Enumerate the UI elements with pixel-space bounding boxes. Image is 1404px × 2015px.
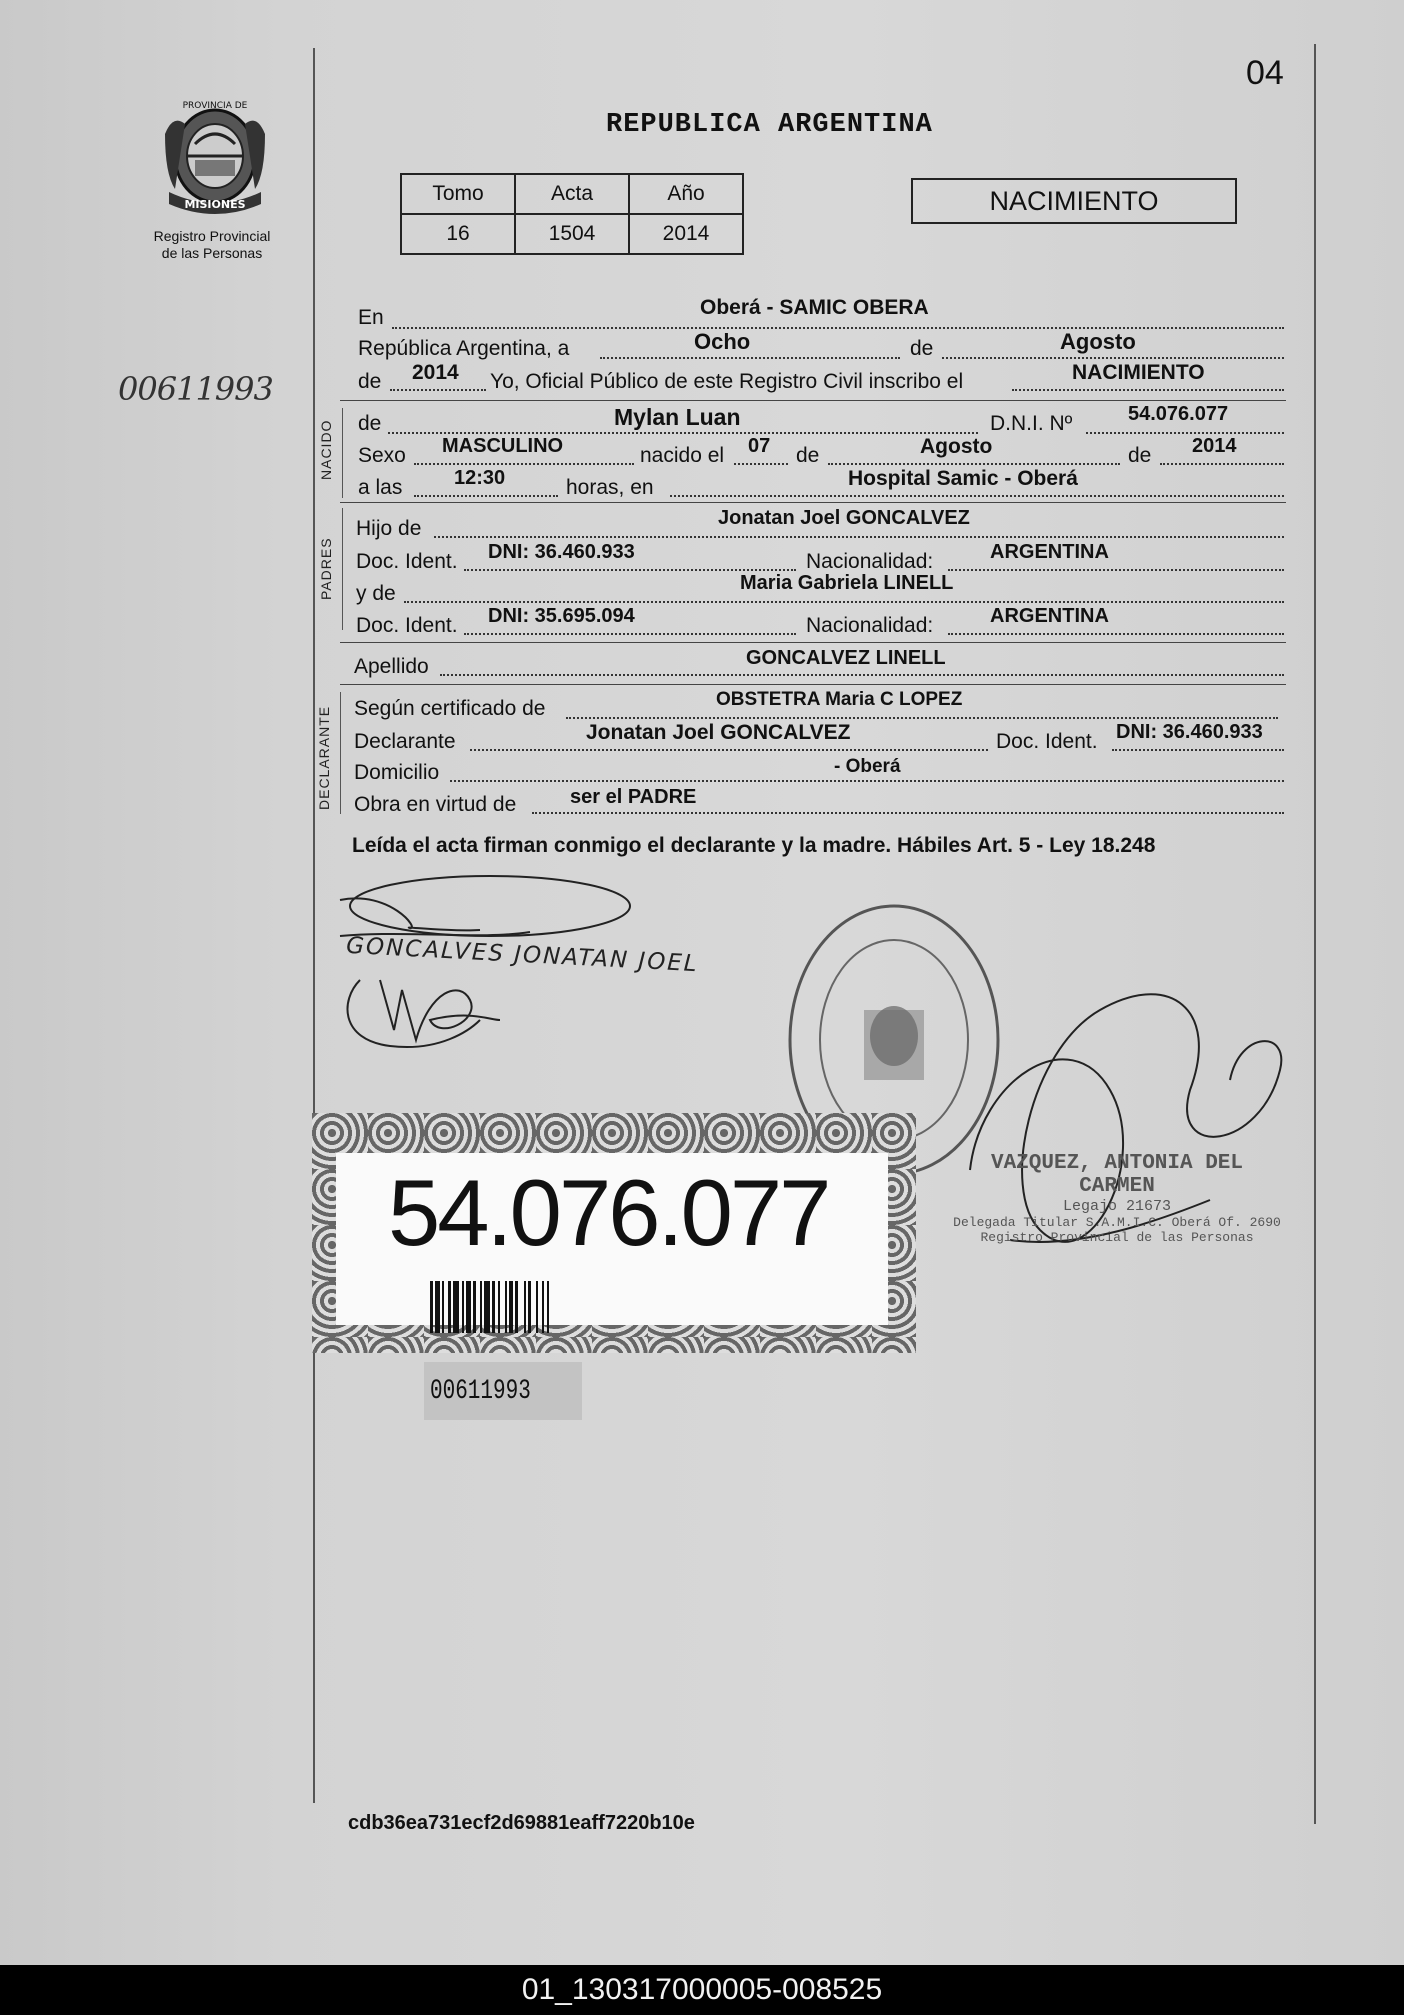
padre-nac-label: Nacionalidad: <box>806 550 934 573</box>
table-header-anio: Año <box>629 174 743 214</box>
month-dots <box>942 356 1284 359</box>
lugar-dots <box>670 494 1284 497</box>
hora-value: 12:30 <box>454 467 506 489</box>
padre-nac-value: ARGENTINA <box>990 541 1109 563</box>
padre-nac-dots <box>948 568 1284 571</box>
table-value-anio: 2014 <box>629 214 743 254</box>
madre-nac-value: ARGENTINA <box>990 605 1109 627</box>
dni-value: 54.076.077 <box>1128 403 1229 425</box>
declarante-bracket <box>340 692 341 814</box>
declarante-dots <box>470 748 988 751</box>
tomo-acta-table <box>400 173 744 255</box>
madre-value: Maria Gabriela LINELL <box>740 572 954 594</box>
hora-dots <box>414 494 558 497</box>
year-prefix: de <box>358 370 382 393</box>
section-label-padres: PADRES <box>318 537 334 600</box>
stamp-line-role: Delegada Titular S.A.M.I.C. Oberá Of. 2690 <box>953 1215 1281 1230</box>
coat-of-arms-icon <box>155 94 275 224</box>
stamp-line-registro: Registro Provincial de las Personas <box>980 1230 1254 1245</box>
en-label: En <box>358 306 384 329</box>
segun-label: Según certificado de <box>354 697 546 720</box>
stamp-line-legajo: Legajo 21673 <box>1062 1198 1172 1215</box>
inscribo-dots <box>1012 388 1284 391</box>
official-stamp <box>952 1152 1282 1245</box>
segun-value: OBSTETRA Maria C LOPEZ <box>716 689 963 710</box>
day-dots <box>600 356 900 359</box>
month-value: Agosto <box>1060 329 1136 354</box>
y-de-label: y de <box>356 582 396 605</box>
nombre-value: Mylan Luan <box>614 404 741 430</box>
table-header-acta: Acta <box>515 174 629 214</box>
nac-day-value: 07 <box>748 435 771 457</box>
logo-caption-line1: Registro Provincial <box>153 228 271 244</box>
republica-label: República Argentina, a <box>358 337 570 360</box>
obra-value: ser el PADRE <box>570 786 697 808</box>
madre-doc-label: Doc. Ident. <box>356 614 458 637</box>
document-hash: cdb36ea731ecf2d69881eaff7220b10e <box>348 1812 695 1834</box>
right-margin-line <box>1314 44 1316 1824</box>
decl-doc-label: Doc. Ident. <box>996 730 1098 753</box>
de1-label: de <box>796 444 820 467</box>
hijo-de-label: Hijo de <box>356 517 422 540</box>
padre-doc-label: Doc. Ident. <box>356 550 458 573</box>
nac-day-dots <box>734 462 788 465</box>
apellido-value: GONCALVEZ LINELL <box>746 647 946 669</box>
section-divider-1 <box>340 400 1286 401</box>
en-value: Oberá - SAMIC OBERA <box>700 296 929 319</box>
year-dots <box>390 388 486 391</box>
horas-en-label: horas, en <box>566 476 654 499</box>
nacido-el-label: nacido el <box>640 444 725 467</box>
padres-bracket <box>342 508 343 630</box>
declarante-label: Declarante <box>354 730 456 753</box>
de2-label: de <box>1128 444 1152 467</box>
dni-dots <box>1086 431 1284 434</box>
svg-text:PROVINCIA DE: PROVINCIA DE <box>182 101 248 111</box>
serial-number: 00611993 <box>430 1376 531 1407</box>
padre-doc-dots <box>464 568 796 571</box>
madre-nac-label: Nacionalidad: <box>806 614 934 637</box>
stamp-line-name: VAZQUEZ, ANTONIA DEL CARMEN <box>990 1152 1244 1198</box>
footer-file-id: 01_130317000005-008525 <box>0 1965 1404 2015</box>
segun-dots <box>566 716 1278 719</box>
domicilio-label: Domicilio <box>354 761 440 784</box>
nac-month-dots <box>828 462 1120 465</box>
domicilio-dots <box>450 779 1284 782</box>
table-value-tomo: 16 <box>401 214 515 254</box>
document-title: REPUBLICA ARGENTINA <box>606 110 933 140</box>
barcode-label <box>312 1113 916 1353</box>
apellido-label: Apellido <box>354 655 429 678</box>
barcode-number: 54.076.077 <box>388 1160 829 1265</box>
padre-doc-value: DNI: 36.460.933 <box>488 541 635 563</box>
nac-month-value: Agosto <box>920 435 993 458</box>
nac-year-value: 2014 <box>1192 435 1237 457</box>
sexo-value: MASCULINO <box>442 435 564 457</box>
svg-text:MISIONES: MISIONES <box>184 198 246 211</box>
record-type-box: NACIMIENTO <box>911 178 1237 224</box>
section-divider-2 <box>340 502 1286 503</box>
madre-doc-value: DNI: 35.695.094 <box>488 605 635 627</box>
nombre-dots <box>388 431 978 434</box>
day-value: Ocho <box>694 329 751 354</box>
madre-dots <box>404 600 1284 603</box>
table-header-tomo: Tomo <box>401 174 515 214</box>
madre-doc-dots <box>464 632 796 635</box>
nac-year-dots <box>1160 462 1284 465</box>
logo-caption <box>120 228 304 262</box>
lugar-value: Hospital Samic - Oberá <box>848 467 1078 490</box>
province-logo <box>155 94 275 224</box>
domicilio-value: - Oberá <box>834 756 901 777</box>
logo-caption-line2: de las Personas <box>161 245 263 261</box>
padre-dots <box>434 535 1284 538</box>
apellido-dots <box>440 673 1284 676</box>
a-las-label: a las <box>358 476 403 499</box>
en-dots <box>392 326 1284 329</box>
handwritten-declarant-name: GONCALVES JONATAN JOEL <box>345 932 700 978</box>
serial-sticker <box>424 1362 582 1420</box>
year-value: 2014 <box>412 361 459 384</box>
decl-doc-value: DNI: 36.460.933 <box>1116 721 1263 743</box>
obra-label: Obra en virtud de <box>354 793 517 816</box>
table-value-acta: 1504 <box>515 214 629 254</box>
page-number: 04 <box>1246 54 1284 92</box>
month-de-label: de <box>910 337 934 360</box>
section-divider-3 <box>340 642 1286 643</box>
yo-text: Yo, Oficial Público de este Registro Civil inscribo el <box>490 370 964 393</box>
left-margin-line <box>313 48 315 1803</box>
madre-nac-dots <box>948 632 1284 635</box>
decl-doc-dots <box>1112 748 1284 751</box>
section-divider-4 <box>340 684 1286 685</box>
section-label-nacido: NACIDO <box>318 419 334 480</box>
sexo-label: Sexo <box>358 444 406 467</box>
padre-value: Jonatan Joel GONCALVEZ <box>718 507 970 529</box>
declarante-value: Jonatan Joel GONCALVEZ <box>586 721 851 744</box>
section-label-declarante: DECLARANTE <box>316 705 332 810</box>
nombre-label: de <box>358 412 382 435</box>
handwritten-margin-number: 00611993 <box>118 370 273 408</box>
sexo-dots <box>414 462 634 465</box>
dni-label: D.N.I. Nº <box>990 412 1073 435</box>
nacido-bracket <box>342 408 343 498</box>
leida-statement: Leída el acta firman conmigo el declarante y la madre. Hábiles Art. 5 - Ley 18.248 <box>352 834 1156 857</box>
inscribo-value: NACIMIENTO <box>1072 361 1205 384</box>
obra-dots <box>532 811 1284 814</box>
barcode-bar <box>549 1281 555 1333</box>
barcode-card <box>336 1153 888 1325</box>
barcode-bars <box>430 1281 555 1333</box>
